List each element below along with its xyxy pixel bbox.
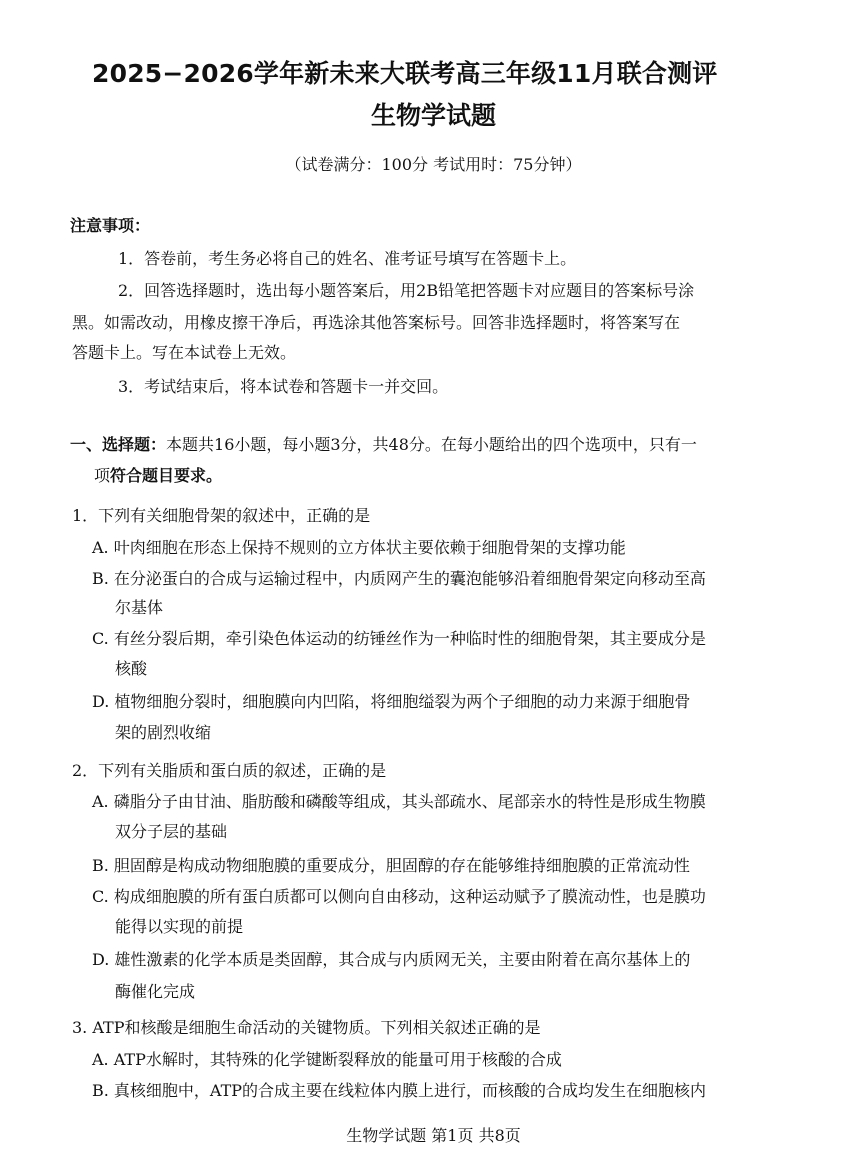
q2-option-d-cont: 酶催化完成: [115, 982, 196, 1001]
q1-option-b: B. 在分泌蛋白的合成与运输过程中，内质网产生的囊泡能够沿着细胞骨架定向移动至高: [92, 569, 706, 588]
q1-option-d: D. 植物细胞分裂时，细胞膜向内凹陷，将细胞缢裂为两个子细胞的动力来源于细胞骨: [92, 692, 691, 711]
section-1-requirement: 符合题目要求。: [110, 466, 223, 485]
q1-option-d-cont: 架的剧烈收缩: [115, 723, 212, 742]
q3-option-b: B. 真核细胞中，ATP的合成主要在线粒体内膜上进行，而核酸的合成均发生在细胞核内: [92, 1081, 707, 1100]
q2-option-d: D. 雄性激素的化学本质是类固醇，其合成与内质网无关，主要由附着在高尔基体上的: [92, 950, 691, 969]
q2-option-c-cont: 能得以实现的前提: [115, 917, 244, 936]
notice-item-3: 3．考试结束后，将本试卷和答题卡一并交回。: [118, 377, 449, 396]
notice-heading: 注意事项：: [70, 216, 151, 235]
notice-item-2-line-2: 黑。如需改动，用橡皮擦干净后，再选涂其他答案标号。回答非选择题时，将答案写在: [72, 313, 681, 332]
subject-title: 生物学试题: [370, 101, 496, 130]
page-footer: 生物学试题 第1页 共8页: [346, 1126, 521, 1145]
section-1-label: 一、选择题：: [70, 435, 167, 454]
q1-option-b-cont: 尔基体: [115, 598, 164, 617]
q1-option-c-cont: 核酸: [115, 659, 148, 678]
q1-option-a: A. 叶肉细胞在形态上保持不规则的立方体状主要依赖于细胞骨架的支撑功能: [92, 538, 626, 557]
q2-option-c: C. 构成细胞膜的所有蛋白质都可以侧向自由移动，这种运动赋予了膜流动性，也是膜功: [92, 887, 706, 906]
q2-option-a: A. 磷脂分子由甘油、脂肪酸和磷酸等组成，其头部疏水、尾部亲水的特性是形成生物膜: [92, 792, 706, 811]
section-1-line-1: [70, 432, 697, 455]
q2-option-a-cont: 双分子层的基础: [115, 822, 228, 841]
q3-stem: 3. ATP和核酸是细胞生命活动的关键物质。下列相关叙述正确的是: [72, 1018, 541, 1037]
exam-title: 2025−2026学年新未来大联考高三年级11月联合测评: [92, 59, 718, 88]
notice-item-2-line-1: 2．回答选择题时，选出每小题答案后，用2B铅笔把答题卡对应题目的答案标号涂: [118, 281, 695, 300]
q2-stem: 2．下列有关脂质和蛋白质的叙述，正确的是: [72, 761, 387, 780]
q2-option-b: B. 胆固醇是构成动物细胞膜的重要成分，胆固醇的存在能够维持细胞膜的正常流动性: [92, 856, 690, 875]
section-1-line-2: [94, 463, 222, 486]
exam-info: （试卷满分：100分 考试用时：75分钟）: [285, 155, 582, 174]
notice-item-1: 1．答卷前，考生务必将自己的姓名、准考证号填写在答题卡上。: [118, 249, 577, 268]
section-1-desc: 本题共16小题，每小题3分，共48分。在每小题给出的四个选项中，只有一: [166, 435, 697, 454]
q1-stem: 1．下列有关细胞骨架的叙述中，正确的是: [72, 506, 371, 525]
q1-option-c: C. 有丝分裂后期，牵引染色体运动的纺锤丝作为一种临时性的细胞骨架，其主要成分是: [92, 629, 706, 648]
notice-item-2-line-3: 答题卡上。写在本试卷上无效。: [72, 343, 297, 362]
q3-option-a: A. ATP水解时，其特殊的化学键断裂释放的能量可用于核酸的合成: [92, 1050, 562, 1069]
section-1-desc-cont: 项: [94, 466, 111, 485]
